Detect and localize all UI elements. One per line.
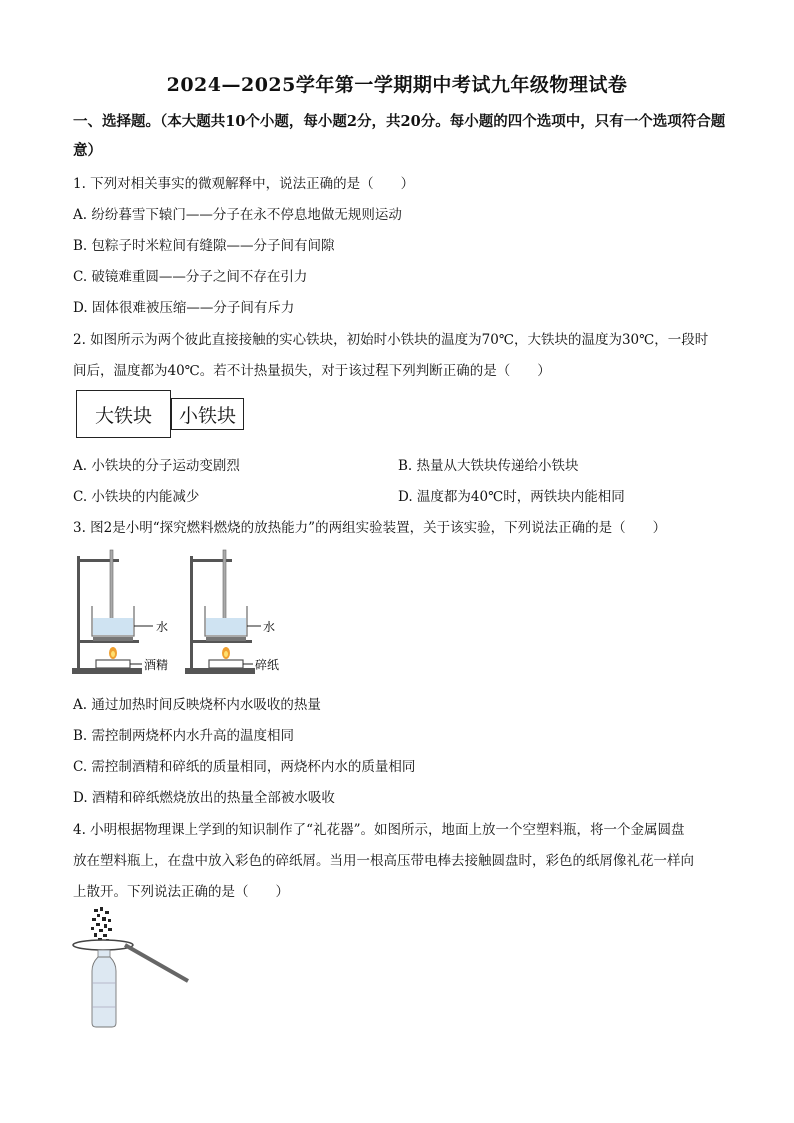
q2-option-a: A. 小铁块的分子运动变剧烈 <box>73 458 240 474</box>
q4-stem-line-2: 放在塑料瓶上，在盘中放入彩色的碎纸屑。当用一根高压带电棒去接触圆盘时，彩色的纸屑像礼花一样向 <box>73 853 694 869</box>
q2-option-b: B. 热量从大铁块传递给小铁块 <box>398 458 579 474</box>
right-water-label: 水 <box>263 620 276 634</box>
q3-option-a: A. 通过加热时间反映烧杯内水吸收的热量 <box>73 697 321 713</box>
left-water-label: 水 <box>156 620 169 634</box>
q1-option-c: C. 破镜难重圆——分子之间不存在引力 <box>73 269 308 285</box>
small-iron-block <box>171 398 244 430</box>
q4-stem-line-3: 上散开。下列说法正确的是（ ） <box>73 884 289 900</box>
left-fuel-label: 酒精 <box>144 658 169 672</box>
q3-option-b: B. 需控制两烧杯内水升高的温度相同 <box>73 728 295 744</box>
q2-option-d: D. 温度都为40℃时，两铁块内能相同 <box>398 489 625 505</box>
exam-title: 2024—2025学年第一学期期中考试九年级物理试卷 <box>166 74 628 96</box>
q1-stem: 1. 下列对相关事实的微观解释中，说法正确的是（ ） <box>73 176 415 192</box>
q3-option-c: C. 需控制酒精和碎纸的质量相同，两烧杯内水的质量相同 <box>73 759 416 775</box>
q1-option-d: D. 固体很难被压缩——分子间有斥力 <box>73 300 295 316</box>
small-iron-block-label: 小铁块 <box>178 404 236 427</box>
right-apparatus <box>185 550 261 674</box>
big-iron-block-label: 大铁块 <box>94 404 152 427</box>
big-iron-block <box>76 390 171 438</box>
q1-option-b: B. 包粽子时米粒间有缝隙——分子间有间隙 <box>73 238 335 254</box>
q2-option-c: C. 小铁块的内能减少 <box>73 489 200 505</box>
left-apparatus <box>72 550 153 674</box>
confetti-device-figure <box>70 905 195 1030</box>
right-fuel-label: 碎纸 <box>255 658 280 672</box>
q2-stem-line-2: 间后，温度都为40℃。若不计热量损失，对于该过程下列判断正确的是（ ） <box>73 363 551 379</box>
q2-stem-line-1: 2. 如图所示为两个彼此直接接触的实心铁块，初始时小铁块的温度为70℃，大铁块的温度为30℃，一段时 <box>73 332 709 348</box>
q3-stem: 3. 图2是小明“探究燃料燃烧的放热能力”的两组实验装置，关于该实验，下列说法正确的是（ ） <box>73 520 667 536</box>
fuel-experiment-figure <box>68 546 298 682</box>
q1-option-a: A. 纷纷暮雪下辕门——分子在永不停息地做无规则运动 <box>73 207 402 223</box>
q3-option-d: D. 酒精和碎纸燃烧放出的热量全部被水吸收 <box>73 790 335 806</box>
section-heading: 一、选择题。（本大题共10个小题，每小题2分，共20分。每小题的四个选项中，只有一个选项符合题意） <box>73 113 726 159</box>
q4-stem-line-1: 4. 小明根据物理课上学到的知识制作了“礼花器”。如图所示，地面上放一个空塑料瓶，将一个金属圆盘 <box>73 822 685 838</box>
